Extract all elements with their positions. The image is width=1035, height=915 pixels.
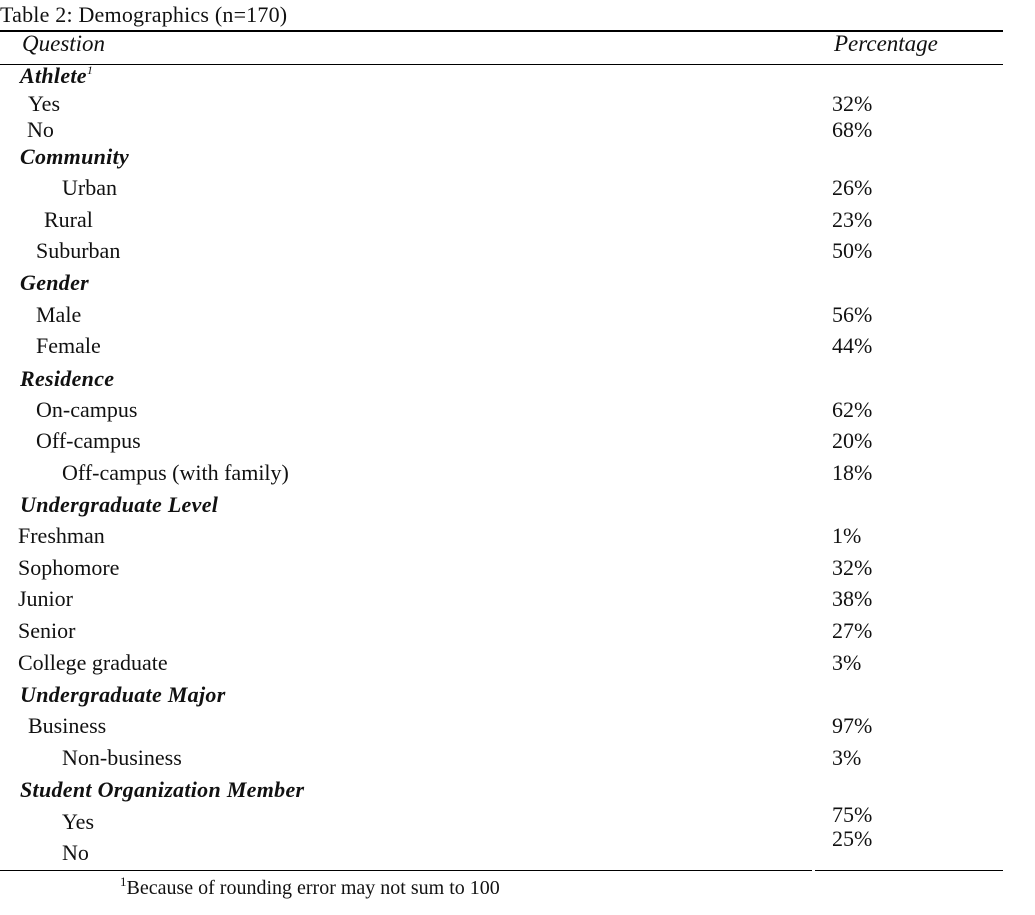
category-label: Community xyxy=(20,144,130,169)
row-value: 27% xyxy=(832,618,873,643)
row-label: College graduate xyxy=(18,650,168,675)
row-label: Male xyxy=(36,302,82,327)
category-label: Undergraduate Level xyxy=(20,492,219,517)
header-question: Question xyxy=(22,31,106,56)
category-row xyxy=(0,63,1003,93)
row-value: 32% xyxy=(832,91,873,116)
row-value: 50% xyxy=(832,238,873,263)
row-label: Yes xyxy=(62,809,95,834)
row-label: Sophomore xyxy=(18,555,120,580)
category-label: Gender xyxy=(20,270,90,295)
row-value: 44% xyxy=(832,333,873,358)
table-row xyxy=(0,238,1003,268)
row-value: 26% xyxy=(832,175,873,200)
category-label: Student Organization Member xyxy=(20,777,305,802)
row-value: 23% xyxy=(832,207,873,232)
row-label: Female xyxy=(36,333,101,358)
row-label: Freshman xyxy=(18,523,105,548)
category-label: Residence xyxy=(20,366,115,391)
category-label: Athlete$^1$ xyxy=(20,63,94,88)
row-label: Off-campus xyxy=(36,428,141,453)
row-value: 18% xyxy=(832,460,873,485)
header-percentage: Percentage xyxy=(834,31,938,56)
category-row xyxy=(0,366,1003,396)
row-label: No xyxy=(62,840,89,865)
table-row xyxy=(0,555,1003,585)
table-row xyxy=(0,207,1003,237)
table-row xyxy=(0,333,1003,363)
row-label: Off-campus (with family) xyxy=(62,460,289,485)
row-label: Business xyxy=(28,713,107,738)
row-value: 97% xyxy=(832,713,873,738)
row-value: 3% xyxy=(832,650,862,675)
row-label: Urban xyxy=(62,175,117,200)
category-label: Undergraduate Major xyxy=(20,682,226,707)
row-value: 3% xyxy=(832,745,862,770)
row-label: Suburban xyxy=(36,238,121,263)
row-label: Senior xyxy=(18,618,76,643)
table-row xyxy=(0,745,1003,775)
table-row xyxy=(0,302,1003,332)
table-row xyxy=(0,826,1003,870)
row-value: 75% xyxy=(832,802,873,827)
footnote xyxy=(120,874,500,900)
bottom-rule xyxy=(0,870,1003,871)
table-row xyxy=(0,117,1003,147)
footnote-text: Because of rounding error may not sum to 100 xyxy=(126,877,500,899)
footnote-ref: 1 xyxy=(86,63,94,77)
table-row xyxy=(0,523,1003,553)
table-row xyxy=(0,397,1003,427)
row-label: Rural xyxy=(44,207,93,232)
table-row xyxy=(0,460,1003,490)
category-row xyxy=(0,492,1003,522)
footnote-marker: 1 xyxy=(120,874,127,889)
category-row xyxy=(0,682,1003,712)
table-row xyxy=(0,428,1003,458)
row-value: 56% xyxy=(832,302,873,327)
category-row xyxy=(0,144,1003,174)
table-row xyxy=(0,650,1003,680)
category-row xyxy=(0,270,1003,300)
table-row xyxy=(0,713,1003,743)
row-value: 1% xyxy=(832,523,862,548)
table-caption: Table 2: Demographics (n=170) xyxy=(0,2,288,27)
table-row xyxy=(0,586,1003,616)
row-label: Non-business xyxy=(62,745,182,770)
row-label: Yes xyxy=(28,91,61,116)
row-value: 68% xyxy=(832,117,873,142)
row-value: 20% xyxy=(832,428,873,453)
row-label: On-campus xyxy=(36,397,138,422)
row-label: Junior xyxy=(18,586,73,611)
row-value: 38% xyxy=(832,586,873,611)
row-value: 25% xyxy=(832,826,873,851)
table-row xyxy=(0,618,1003,648)
table-row xyxy=(0,175,1003,205)
row-value: 32% xyxy=(832,555,873,580)
row-label: No xyxy=(27,117,54,142)
row-value: 62% xyxy=(832,397,873,422)
